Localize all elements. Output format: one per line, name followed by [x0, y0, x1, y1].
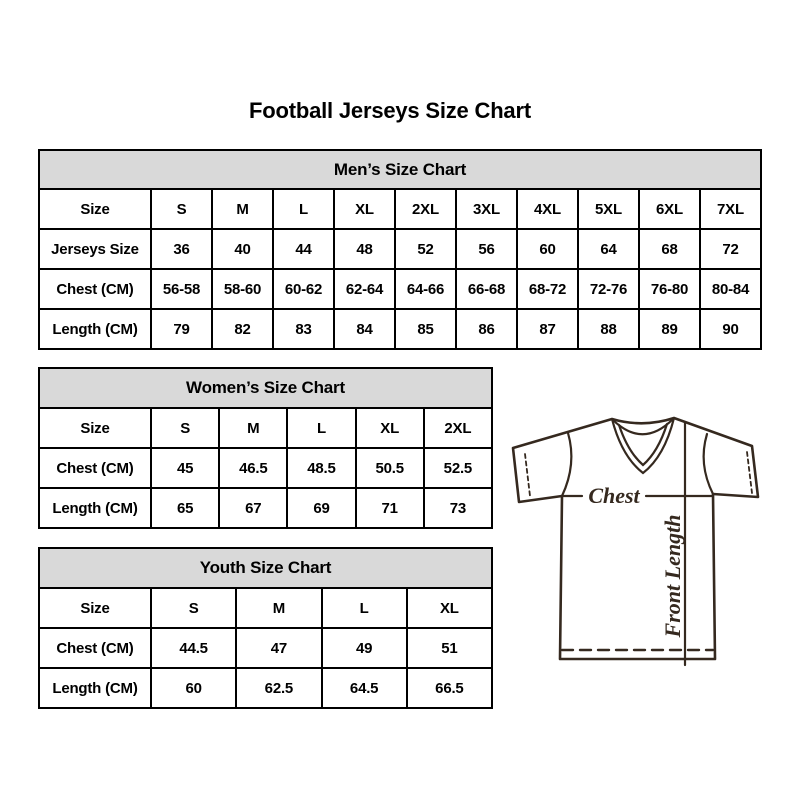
size-value-cell: 90 [700, 309, 761, 349]
size-value-cell: 36 [151, 229, 212, 269]
mens-table-header-row [39, 150, 761, 189]
size-value-cell: 69 [287, 488, 355, 528]
size-value-cell: 6XL [639, 189, 700, 229]
chest-label: Chest [588, 483, 640, 508]
size-value-cell: 71 [356, 488, 424, 528]
table-row [39, 628, 492, 668]
size-value-cell: 52.5 [424, 448, 492, 488]
size-value-cell: L [322, 588, 407, 628]
size-value-cell: 60 [517, 229, 578, 269]
size-value-cell: M [236, 588, 321, 628]
size-value-cell: 52 [395, 229, 456, 269]
size-value-cell: 72-76 [578, 269, 639, 309]
size-value-cell: 64 [578, 229, 639, 269]
size-value-cell: 64.5 [322, 668, 407, 708]
size-value-cell: 89 [639, 309, 700, 349]
table-row [39, 448, 492, 488]
table-row [39, 668, 492, 708]
size-value-cell: S [151, 588, 236, 628]
womens-table-title: Women’s Size Chart [39, 368, 492, 408]
youth-table-title: Youth Size Chart [39, 548, 492, 588]
size-value-cell: 5XL [578, 189, 639, 229]
size-value-cell: 68 [639, 229, 700, 269]
size-value-cell: 68-72 [517, 269, 578, 309]
size-value-cell: 2XL [424, 408, 492, 448]
table-row [39, 269, 761, 309]
size-value-cell: XL [334, 189, 395, 229]
size-value-cell: 82 [212, 309, 273, 349]
table-row [39, 309, 761, 349]
size-value-cell: 76-80 [639, 269, 700, 309]
size-value-cell: 60-62 [273, 269, 334, 309]
row-label-cell: Jerseys Size [39, 229, 151, 269]
size-value-cell: 72 [700, 229, 761, 269]
table-row [39, 488, 492, 528]
size-value-cell: 87 [517, 309, 578, 349]
size-value-cell: 2XL [395, 189, 456, 229]
size-value-cell: 58-60 [212, 269, 273, 309]
size-value-cell: 48 [334, 229, 395, 269]
size-value-cell: 56-58 [151, 269, 212, 309]
youth-table-header-row [39, 548, 492, 588]
size-value-cell: 80-84 [700, 269, 761, 309]
size-value-cell: 79 [151, 309, 212, 349]
mens-size-table [38, 149, 762, 350]
size-value-cell: 3XL [456, 189, 517, 229]
table-row [39, 189, 761, 229]
row-label-cell: Length (CM) [39, 309, 151, 349]
size-value-cell: 47 [236, 628, 321, 668]
front-length-label: Front Length [660, 514, 685, 638]
table-row [39, 408, 492, 448]
row-label-cell: Length (CM) [39, 668, 151, 708]
jersey-diagram-svg [500, 403, 780, 688]
row-label-cell: Chest (CM) [39, 269, 151, 309]
size-value-cell: 85 [395, 309, 456, 349]
page-title: Football Jerseys Size Chart [249, 98, 531, 123]
table-row [39, 229, 761, 269]
row-label-cell: Length (CM) [39, 488, 151, 528]
size-value-cell: 86 [456, 309, 517, 349]
row-label-cell: Chest (CM) [39, 628, 151, 668]
size-value-cell: 56 [456, 229, 517, 269]
size-value-cell: 88 [578, 309, 639, 349]
row-label-cell: Chest (CM) [39, 448, 151, 488]
jersey-measurement-diagram [500, 403, 780, 688]
size-value-cell: 65 [151, 488, 219, 528]
row-label-cell: Size [39, 588, 151, 628]
size-value-cell: 44.5 [151, 628, 236, 668]
size-value-cell: 7XL [700, 189, 761, 229]
womens-size-table [38, 367, 493, 529]
size-value-cell: M [219, 408, 287, 448]
size-value-cell: 50.5 [356, 448, 424, 488]
size-value-cell: 66.5 [407, 668, 492, 708]
size-value-cell: S [151, 408, 219, 448]
size-value-cell: 60 [151, 668, 236, 708]
size-value-cell: 64-66 [395, 269, 456, 309]
size-value-cell: 40 [212, 229, 273, 269]
size-value-cell: 73 [424, 488, 492, 528]
table-row [39, 588, 492, 628]
size-value-cell: L [287, 408, 355, 448]
size-value-cell: 51 [407, 628, 492, 668]
size-value-cell: 62.5 [236, 668, 321, 708]
row-label-cell: Size [39, 189, 151, 229]
size-value-cell: 66-68 [456, 269, 517, 309]
youth-size-table [38, 547, 493, 709]
size-value-cell: XL [356, 408, 424, 448]
size-value-cell: 48.5 [287, 448, 355, 488]
row-label-cell: Size [39, 408, 151, 448]
size-value-cell: 4XL [517, 189, 578, 229]
size-value-cell: 83 [273, 309, 334, 349]
size-value-cell: L [273, 189, 334, 229]
mens-table-title: Men’s Size Chart [39, 150, 761, 189]
size-value-cell: 49 [322, 628, 407, 668]
size-value-cell: 62-64 [334, 269, 395, 309]
size-value-cell: 67 [219, 488, 287, 528]
size-value-cell: XL [407, 588, 492, 628]
jersey-outline [513, 418, 758, 659]
size-value-cell: M [212, 189, 273, 229]
size-value-cell: 46.5 [219, 448, 287, 488]
size-value-cell: 45 [151, 448, 219, 488]
size-value-cell: 44 [273, 229, 334, 269]
womens-table-header-row [39, 368, 492, 408]
size-value-cell: S [151, 189, 212, 229]
size-value-cell: 84 [334, 309, 395, 349]
